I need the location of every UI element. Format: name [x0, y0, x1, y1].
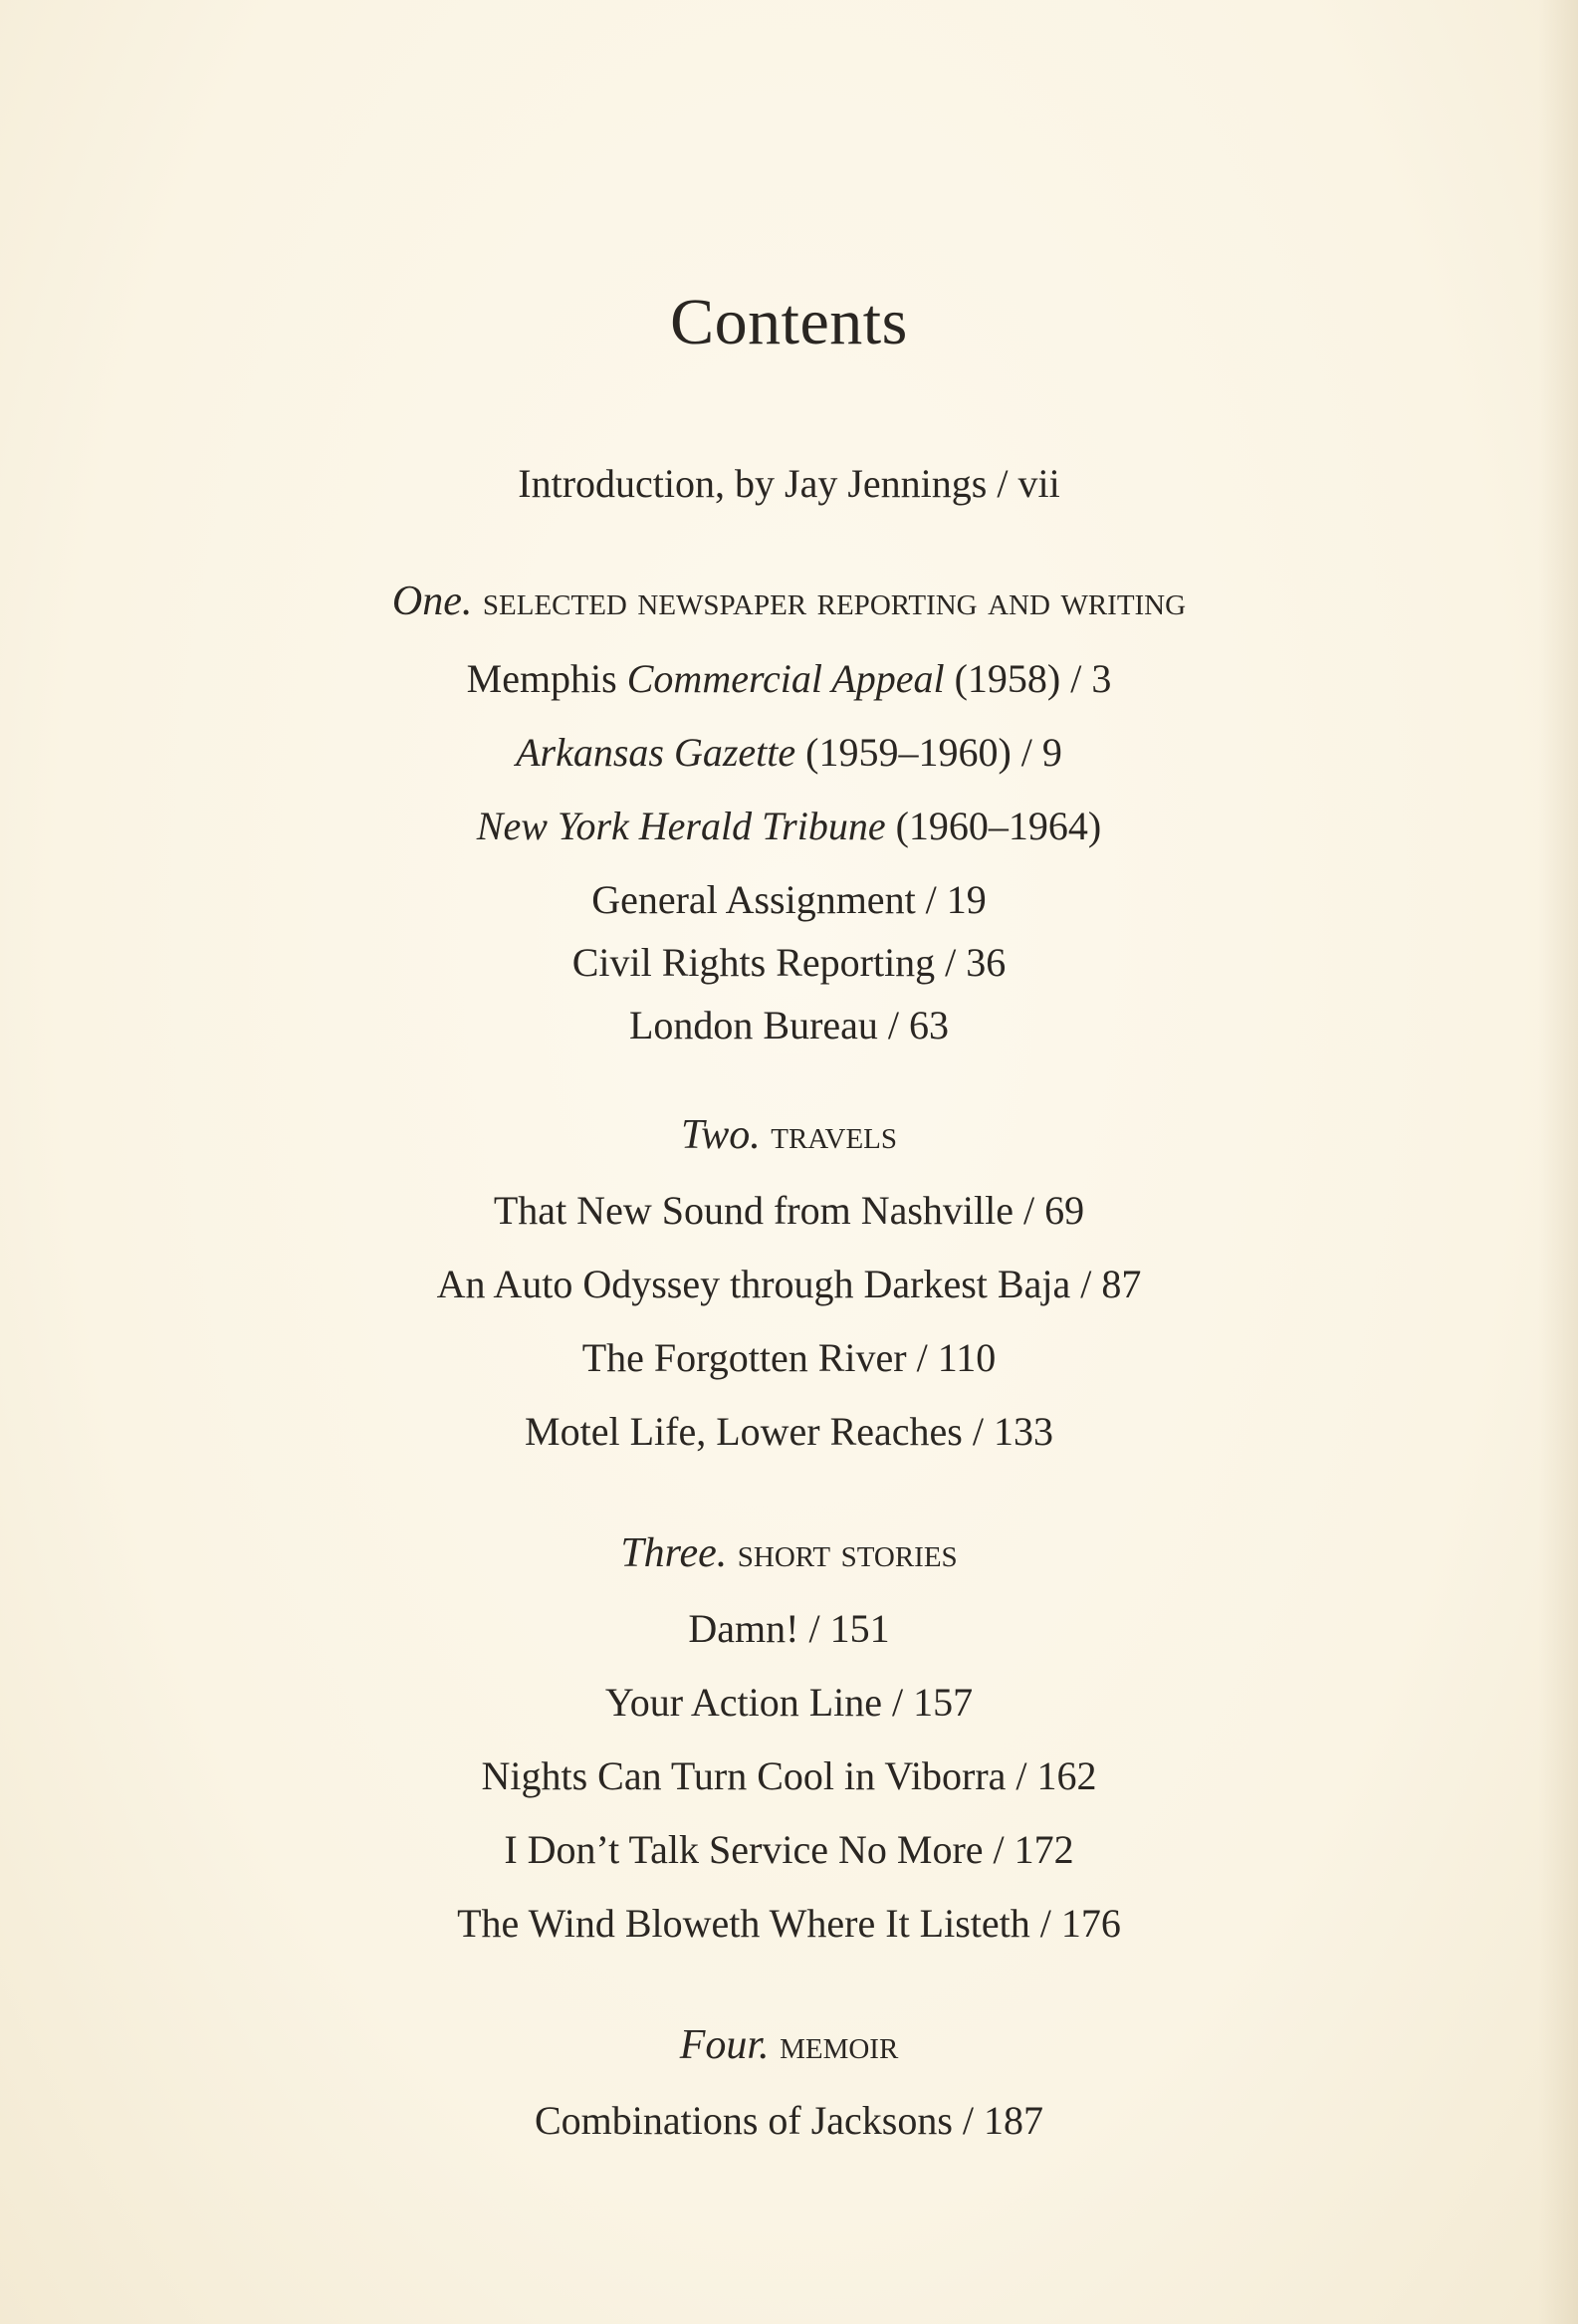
- entry-publication: Arkansas Gazette: [516, 730, 796, 775]
- part-four-title: memoir: [780, 2022, 899, 2068]
- part-one-title: selected newspaper reporting and writing: [482, 579, 1187, 624]
- page-title: Contents: [670, 286, 908, 358]
- list-item: The Forgotten River / 110: [581, 1335, 997, 1380]
- entry-publication: Commercial Appeal: [626, 656, 945, 701]
- list-item: Nights Can Turn Cool in Viborra / 162: [481, 1753, 1097, 1798]
- entry-text: Memphis: [466, 656, 627, 701]
- list-item: The Wind Bloweth Where It Listeth / 176: [457, 1901, 1121, 1946]
- entry-arkansas-gazette: [0, 729, 1578, 776]
- part-three-title: short stories: [737, 1530, 958, 1576]
- introduction-entry: Introduction, by Jay Jennings / vii: [518, 461, 1060, 506]
- entry-memphis-commercial-appeal: [0, 655, 1578, 702]
- part-two-title: travels: [771, 1112, 898, 1158]
- list-item: Damn! / 151: [688, 1606, 890, 1651]
- part-three-number: Three.: [620, 1530, 728, 1576]
- part-two-number: Two.: [680, 1112, 761, 1158]
- list-item: Motel Life, Lower Reaches / 133: [525, 1409, 1053, 1454]
- sub-entry: General Assignment / 19: [591, 877, 987, 922]
- list-item: I Don’t Talk Service No More / 172: [504, 1827, 1074, 1872]
- entry-text: (1958) / 3: [944, 656, 1112, 701]
- entry-new-york-herald-tribune: [0, 803, 1578, 849]
- part-four-heading: [0, 2021, 1578, 2069]
- sub-entry: Civil Rights Reporting / 36: [571, 940, 1007, 985]
- list-item: Combinations of Jacksons / 187: [534, 2098, 1044, 2143]
- list-item: Your Action Line / 157: [604, 1680, 974, 1725]
- part-three-heading: [0, 1529, 1578, 1577]
- sub-entry: London Bureau / 63: [628, 1003, 950, 1047]
- part-four-number: Four.: [679, 2022, 770, 2068]
- entry-publication: New York Herald Tribune: [476, 804, 886, 848]
- list-item: That New Sound from Nashville / 69: [493, 1188, 1085, 1233]
- list-item: An Auto Odyssey through Darkest Baja / 87: [436, 1262, 1142, 1306]
- entry-text: (1959–1960) / 9: [795, 730, 1062, 775]
- part-two-heading: [0, 1111, 1578, 1159]
- entry-text: (1960–1964): [885, 804, 1102, 848]
- part-one-number: One.: [391, 579, 473, 624]
- part-one-heading: [0, 578, 1578, 625]
